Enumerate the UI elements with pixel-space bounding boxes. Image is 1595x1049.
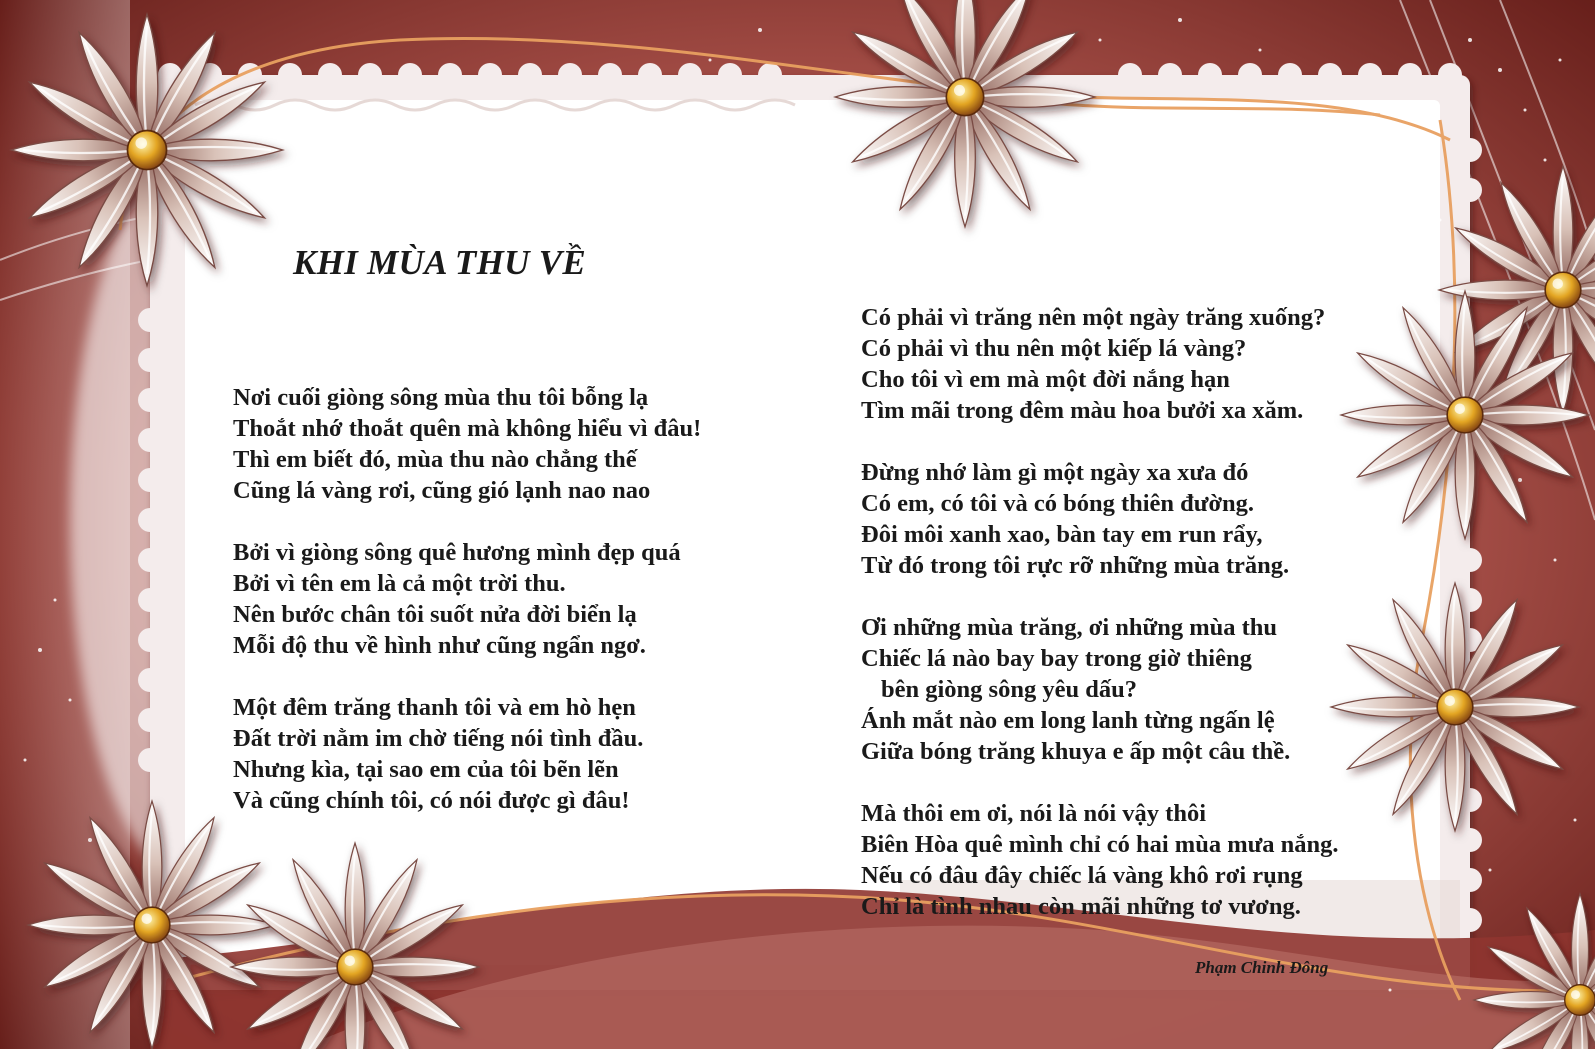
poem-line: Thì em biết đó, mùa thu nào chẳng thế xyxy=(233,446,637,473)
poem-line: Cũng lá vàng rơi, cũng gió lạnh nao nao xyxy=(233,477,651,504)
stanza xyxy=(233,692,701,816)
poem-line: Một đêm trăng thanh tôi và em hò hẹn xyxy=(233,694,636,721)
poem-title: KHI MÙA THU VỀ xyxy=(293,243,587,282)
poem-left-column xyxy=(233,382,701,847)
poem-line: Mà thôi em ơi, nói là nói vậy thôi xyxy=(861,800,1207,827)
poem-line: Thoắt nhớ thoắt quên mà không hiểu vì đâu! xyxy=(233,415,702,442)
poem-line: Biên Hòa quê mình chỉ có hai mùa mưa nắng. xyxy=(861,831,1339,858)
stanza xyxy=(233,382,701,506)
poem-line: Nếu có đâu đây chiếc lá vàng khô rơi rụng xyxy=(861,862,1303,889)
poem-line: Cho tôi vì em mà một đời nắng hạn xyxy=(861,366,1230,393)
stanza xyxy=(861,302,1339,426)
poem-line: Có em, có tôi và có bóng thiên đường. xyxy=(861,490,1255,517)
poem-line: Nhưng kìa, tại sao em của tôi bẽn lẽn xyxy=(233,756,619,783)
stanza xyxy=(233,537,701,661)
poem-line: Có phải vì trăng nên một ngày trăng xuống? xyxy=(861,304,1326,331)
poem-line: Ơi những mùa trăng, ơi những mùa thu xyxy=(861,614,1278,641)
poem-line: Ánh mắt nào em long lanh từng ngấn lệ xyxy=(861,707,1275,734)
poem-line: Từ đó trong tôi rực rỡ những mùa trăng. xyxy=(861,552,1290,579)
poem-line: Nơi cuối giòng sông mùa thu tôi bỗng lạ xyxy=(233,384,649,411)
poem-line: bên giòng sông yêu dấu? xyxy=(881,676,1137,703)
author-signature: Phạm Chinh Đông xyxy=(1195,958,1329,977)
poem-line: Tìm mãi trong đêm màu hoa bưởi xa xăm. xyxy=(861,397,1304,424)
poem-line: Đất trời nằm im chờ tiếng nói tình đầu. xyxy=(233,725,644,752)
poem-line: Bởi vì giòng sông quê hương mình đẹp quá xyxy=(233,539,681,566)
poem-line: Chỉ là tình nhau còn mãi những tơ vương. xyxy=(861,893,1301,920)
poem-right-column xyxy=(861,302,1339,953)
poem-line: Có phải vì thu nên một kiếp lá vàng? xyxy=(861,335,1247,362)
poem-line: Đừng nhớ làm gì một ngày xa xưa đó xyxy=(861,459,1249,486)
poem-line: Bởi vì tên em là cả một trời thu. xyxy=(233,570,566,597)
poem-line: Nên bước chân tôi suốt nửa đời biển lạ xyxy=(233,601,637,628)
stanza xyxy=(861,612,1339,767)
stanza xyxy=(861,798,1339,922)
stanza xyxy=(861,457,1339,581)
poem-line: Đôi môi xanh xao, bàn tay em run rẩy, xyxy=(861,521,1263,548)
poem-line: Giữa bóng trăng khuya e ấp một câu thề. xyxy=(861,738,1291,765)
poem-line: Và cũng chính tôi, có nói được gì đâu! xyxy=(233,787,630,814)
poem-line: Mỗi độ thu về hình như cũng ngẩn ngơ. xyxy=(233,632,646,659)
poem-line: Chiếc lá nào bay bay trong giờ thiêng xyxy=(861,645,1252,672)
